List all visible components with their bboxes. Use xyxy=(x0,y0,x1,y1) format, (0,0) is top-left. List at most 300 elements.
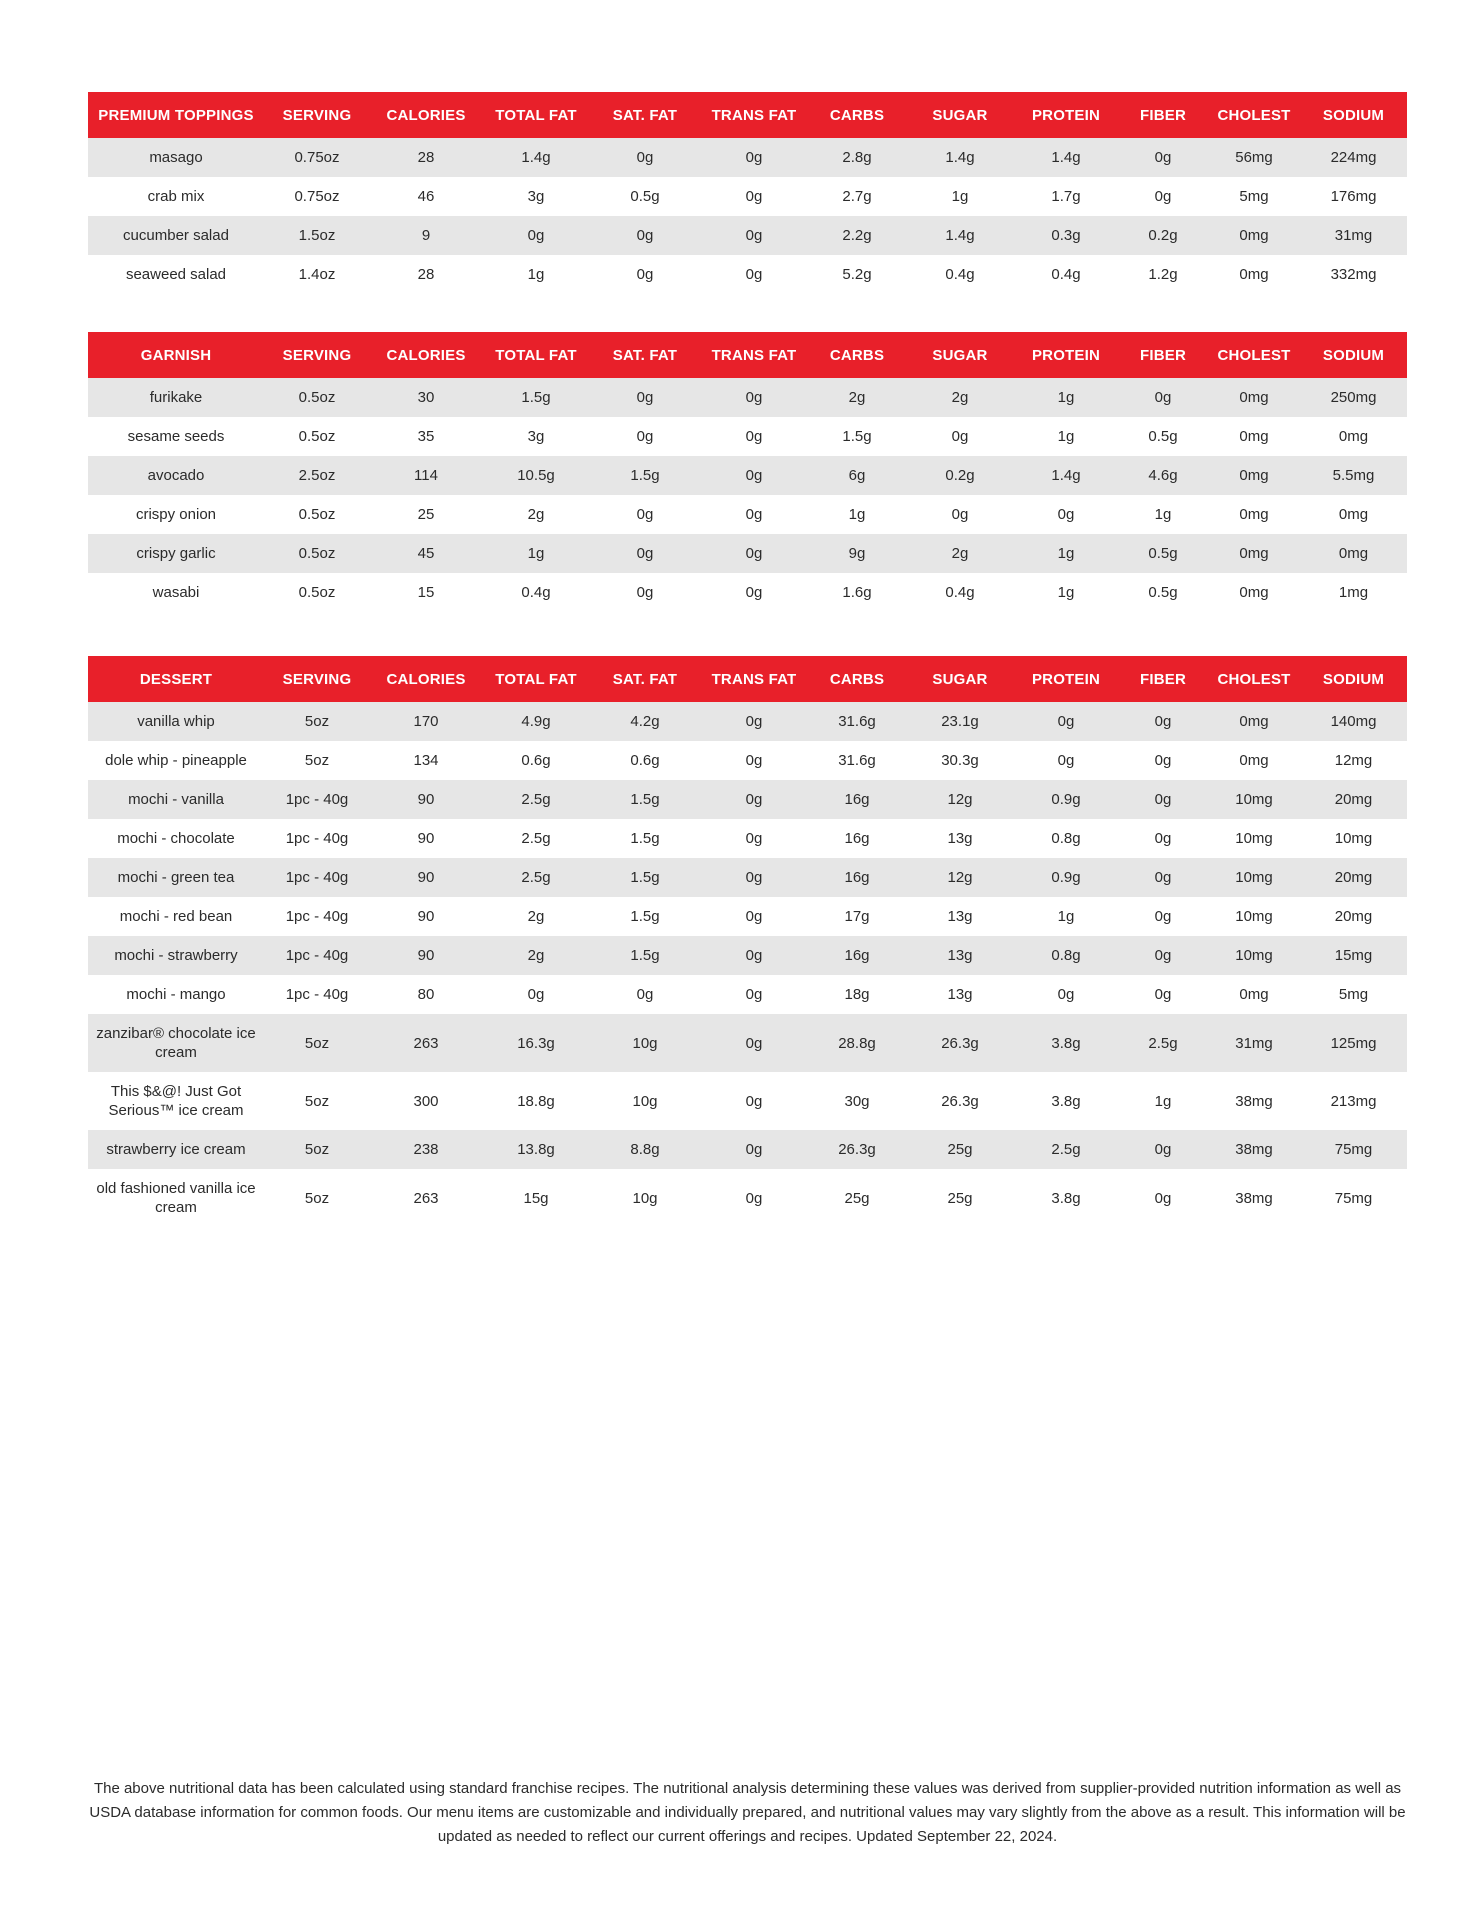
table-row xyxy=(88,216,1407,255)
cell-sodium: 176mg xyxy=(1330,188,1377,205)
cell-sodium: 20mg xyxy=(1300,780,1407,819)
cell-sat-fat: 4.2g xyxy=(590,702,700,741)
cell-fiber: 0g xyxy=(1118,1130,1208,1169)
cell-fiber: 0g xyxy=(1118,138,1208,177)
cell-serving: 5oz xyxy=(264,702,370,741)
cell-cholest: 0mg xyxy=(1239,428,1269,445)
col-header-trans-fat: TRANS FAT xyxy=(700,656,808,702)
table-row xyxy=(88,780,1407,819)
cell-calories: 263 xyxy=(370,1014,482,1072)
cell-trans-fat: 0g xyxy=(745,986,763,1003)
col-header-protein: PROTEIN xyxy=(1014,656,1118,702)
cell-fiber: 0g xyxy=(1154,188,1172,205)
cell-serving: 1pc - 40g xyxy=(264,780,370,819)
cell-cholest: 0mg xyxy=(1239,986,1269,1003)
cell-carbs: 16g xyxy=(808,780,906,819)
cell-fiber: 0g xyxy=(1154,752,1172,769)
cell-sugar: 25g xyxy=(906,1130,1014,1169)
cell-sugar: 1.4g xyxy=(906,216,1014,255)
col-header-protein: PROTEIN xyxy=(1014,332,1118,378)
cell-serving: 5oz xyxy=(264,1014,370,1072)
cell-serving: 0.75oz xyxy=(264,138,370,177)
table-row xyxy=(88,534,1407,573)
cell-item-name: mochi - vanilla xyxy=(88,780,264,819)
cell-item-name: vanilla whip xyxy=(88,702,264,741)
cell-item-name: sesame seeds xyxy=(127,428,225,445)
cell-carbs: 26.3g xyxy=(808,1130,906,1169)
table-row xyxy=(88,177,1407,216)
cell-sodium: 250mg xyxy=(1300,378,1407,417)
cell-carbs: 30g xyxy=(844,1092,870,1110)
cell-fiber: 1g xyxy=(1154,506,1172,523)
cell-item-name: mochi - mango xyxy=(126,986,226,1003)
cell-total-fat: 2g xyxy=(527,506,545,523)
cell-carbs: 1g xyxy=(848,506,866,523)
table-row xyxy=(88,1169,1407,1227)
cell-sodium: 125mg xyxy=(1300,1014,1407,1072)
table-row xyxy=(88,936,1407,975)
cell-sodium: 12mg xyxy=(1334,752,1373,769)
cell-item-name: crispy garlic xyxy=(88,534,264,573)
col-header-sugar: SUGAR xyxy=(906,656,1014,702)
cell-protein: 0.8g xyxy=(1051,830,1081,847)
cell-cholest: 0mg xyxy=(1208,216,1300,255)
table-row xyxy=(88,858,1407,897)
cell-serving: 5oz xyxy=(304,1189,330,1207)
table-row xyxy=(88,417,1407,456)
cell-sodium: 15mg xyxy=(1300,936,1407,975)
cell-fiber: 4.6g xyxy=(1118,456,1208,495)
cell-trans-fat: 0g xyxy=(745,428,763,445)
cell-sugar: 0.4g xyxy=(945,584,975,601)
cell-sodium: 213mg xyxy=(1330,1092,1377,1110)
section-title: PREMIUM TOPPINGS xyxy=(88,92,264,138)
cell-total-fat: 3g xyxy=(527,428,545,445)
cell-sat-fat: 10g xyxy=(590,1014,700,1072)
cell-trans-fat: 0g xyxy=(700,1014,808,1072)
table-row xyxy=(88,495,1407,534)
col-header-carbs: CARBS xyxy=(808,656,906,702)
cell-total-fat: 10.5g xyxy=(482,456,590,495)
cell-total-fat: 0g xyxy=(482,216,590,255)
col-header-fiber: FIBER xyxy=(1118,92,1208,138)
cell-total-fat: 0.6g xyxy=(521,752,551,769)
cell-sat-fat: 10g xyxy=(632,1189,658,1207)
cell-trans-fat: 0g xyxy=(745,266,763,283)
col-header-sugar: SUGAR xyxy=(906,92,1014,138)
cell-carbs: 6g xyxy=(808,456,906,495)
cell-sat-fat: 0g xyxy=(636,266,654,283)
cell-sodium: 140mg xyxy=(1300,702,1407,741)
cell-protein: 0g xyxy=(1014,702,1118,741)
col-header-cholest: CHOLEST xyxy=(1208,332,1300,378)
cell-cholest: 0mg xyxy=(1208,702,1300,741)
cell-protein: 0g xyxy=(1057,506,1075,523)
cell-total-fat: 18.8g xyxy=(517,1092,555,1110)
cell-fiber: 0.5g xyxy=(1118,534,1208,573)
cell-serving: 0.5oz xyxy=(298,584,336,601)
cell-total-fat: 0.4g xyxy=(521,584,551,601)
cell-cholest: 31mg xyxy=(1208,1014,1300,1072)
cell-calories: 300 xyxy=(413,1092,439,1110)
cell-item-name: seaweed salad xyxy=(125,266,227,283)
cell-cholest: 38mg xyxy=(1235,1189,1273,1207)
cell-sugar: 13g xyxy=(947,830,973,847)
col-header-sat-fat: SAT. FAT xyxy=(590,656,700,702)
col-header-serving: SERVING xyxy=(264,92,370,138)
cell-protein: 1.4g xyxy=(1014,138,1118,177)
cell-total-fat: 1g xyxy=(527,266,545,283)
cell-carbs: 16g xyxy=(808,936,906,975)
cell-fiber: 0g xyxy=(1154,908,1172,925)
col-header-cholest: CHOLEST xyxy=(1208,656,1300,702)
cell-item-name: crab mix xyxy=(147,188,205,205)
cell-total-fat: 3g xyxy=(527,188,545,205)
cell-sat-fat: 1.5g xyxy=(590,936,700,975)
cell-trans-fat: 0g xyxy=(745,584,763,601)
cell-protein: 0.9g xyxy=(1014,858,1118,897)
cell-item-name: cucumber salad xyxy=(88,216,264,255)
col-header-trans-fat: TRANS FAT xyxy=(700,332,808,378)
cell-item-name: old fashioned vanilla ice cream xyxy=(96,1180,256,1216)
cell-fiber: 1.2g xyxy=(1148,266,1178,283)
cell-total-fat: 2g xyxy=(527,908,545,925)
cell-protein: 3.8g xyxy=(1014,1014,1118,1072)
cell-cholest: 0mg xyxy=(1208,378,1300,417)
cell-protein: 0.3g xyxy=(1014,216,1118,255)
cell-sugar: 12g xyxy=(906,858,1014,897)
cell-sugar: 23.1g xyxy=(906,702,1014,741)
cell-cholest: 56mg xyxy=(1208,138,1300,177)
cell-total-fat: 2.5g xyxy=(482,858,590,897)
cell-cholest: 10mg xyxy=(1208,936,1300,975)
cell-fiber: 0g xyxy=(1118,378,1208,417)
cell-protein: 0g xyxy=(1057,752,1075,769)
cell-protein: 0.9g xyxy=(1014,780,1118,819)
cell-cholest: 0mg xyxy=(1208,534,1300,573)
cell-protein: 1.4g xyxy=(1014,456,1118,495)
cell-total-fat: 1.5g xyxy=(482,378,590,417)
cell-sodium: 75mg xyxy=(1334,1189,1373,1207)
cell-item-name: wasabi xyxy=(152,584,200,601)
cell-carbs: 16g xyxy=(808,858,906,897)
cell-sat-fat: 0.6g xyxy=(630,752,660,769)
cell-cholest: 0mg xyxy=(1208,456,1300,495)
col-header-fiber: FIBER xyxy=(1118,656,1208,702)
cell-carbs: 5.2g xyxy=(842,266,872,283)
cell-calories: 170 xyxy=(370,702,482,741)
cell-trans-fat: 0g xyxy=(700,780,808,819)
cell-total-fat: 4.9g xyxy=(482,702,590,741)
cell-protein: 3.8g xyxy=(1051,1092,1081,1110)
cell-carbs: 9g xyxy=(808,534,906,573)
cell-calories: 35 xyxy=(417,428,435,445)
cell-carbs: 2g xyxy=(808,378,906,417)
col-header-carbs: CARBS xyxy=(808,92,906,138)
cell-carbs: 2.8g xyxy=(808,138,906,177)
cell-total-fat: 2g xyxy=(482,936,590,975)
cell-serving: 1pc - 40g xyxy=(264,858,370,897)
cell-calories: 90 xyxy=(370,780,482,819)
cell-fiber: 0g xyxy=(1154,986,1172,1003)
table-row xyxy=(88,573,1407,612)
cell-serving: 0.5oz xyxy=(298,428,336,445)
cell-sodium: 1mg xyxy=(1338,584,1369,601)
col-header-sodium: SODIUM xyxy=(1300,332,1407,378)
col-header-calories: CALORIES xyxy=(370,656,482,702)
cell-sugar: 0.2g xyxy=(906,456,1014,495)
premium-toppings-table xyxy=(88,92,1407,294)
cell-protein: 0.8g xyxy=(1014,936,1118,975)
col-header-total-fat: TOTAL FAT xyxy=(482,656,590,702)
cell-carbs: 17g xyxy=(844,908,870,925)
table-row xyxy=(88,741,1407,780)
cell-trans-fat: 0g xyxy=(700,378,808,417)
cell-total-fat: 2.5g xyxy=(521,830,551,847)
cell-sugar: 0g xyxy=(951,506,969,523)
cell-sugar: 13g xyxy=(947,908,973,925)
col-header-protein: PROTEIN xyxy=(1014,92,1118,138)
cell-sugar: 13g xyxy=(906,936,1014,975)
cell-total-fat: 15g xyxy=(523,1189,549,1207)
cell-fiber: 0g xyxy=(1154,1189,1172,1207)
cell-carbs: 2.2g xyxy=(808,216,906,255)
cell-cholest: 0mg xyxy=(1239,506,1269,523)
col-header-sat-fat: SAT. FAT xyxy=(590,92,700,138)
cell-protein: 1g xyxy=(1014,378,1118,417)
cell-trans-fat: 0g xyxy=(745,506,763,523)
cell-fiber: 0g xyxy=(1118,858,1208,897)
cell-cholest: 10mg xyxy=(1208,858,1300,897)
cell-sugar: 1g xyxy=(951,188,969,205)
cell-sodium: 0mg xyxy=(1300,534,1407,573)
col-header-serving: SERVING xyxy=(264,656,370,702)
cell-serving: 1pc - 40g xyxy=(285,908,349,925)
cell-protein: 1g xyxy=(1057,908,1075,925)
cell-sugar: 0.4g xyxy=(945,266,975,283)
cell-protein: 2.5g xyxy=(1014,1130,1118,1169)
cell-sodium: 0mg xyxy=(1338,506,1369,523)
cell-protein: 1g xyxy=(1014,534,1118,573)
cell-serving: 5oz xyxy=(264,1130,370,1169)
cell-calories: 134 xyxy=(413,752,439,769)
cell-cholest: 38mg xyxy=(1235,1092,1273,1110)
cell-calories: 90 xyxy=(370,858,482,897)
cell-protein: 1.7g xyxy=(1051,188,1081,205)
cell-cholest: 10mg xyxy=(1235,830,1273,847)
cell-sat-fat: 0g xyxy=(590,138,700,177)
col-header-sugar: SUGAR xyxy=(906,332,1014,378)
cell-sugar: 0g xyxy=(951,428,969,445)
cell-sat-fat: 1.5g xyxy=(630,908,660,925)
cell-total-fat: 1.4g xyxy=(482,138,590,177)
cell-total-fat: 0g xyxy=(527,986,545,1003)
cell-cholest: 10mg xyxy=(1235,908,1273,925)
cell-serving: 0.5oz xyxy=(298,506,336,523)
cell-sat-fat: 0g xyxy=(636,506,654,523)
cell-trans-fat: 0g xyxy=(745,830,763,847)
cell-sodium: 75mg xyxy=(1300,1130,1407,1169)
cell-sugar: 30.3g xyxy=(941,752,979,769)
table-row xyxy=(88,456,1407,495)
cell-total-fat: 16.3g xyxy=(482,1014,590,1072)
col-header-total-fat: TOTAL FAT xyxy=(482,92,590,138)
cell-sugar: 26.3g xyxy=(906,1014,1014,1072)
cell-carbs: 1.5g xyxy=(842,428,872,445)
cell-sat-fat: 0g xyxy=(590,216,700,255)
col-header-total-fat: TOTAL FAT xyxy=(482,332,590,378)
cell-sat-fat: 10g xyxy=(632,1092,658,1110)
cell-calories: 45 xyxy=(370,534,482,573)
cell-serving: 1pc - 40g xyxy=(264,936,370,975)
cell-calories: 90 xyxy=(417,908,435,925)
cell-serving: 1pc - 40g xyxy=(285,986,349,1003)
cell-carbs: 1.6g xyxy=(842,584,872,601)
cell-sat-fat: 0g xyxy=(636,428,654,445)
col-header-trans-fat: TRANS FAT xyxy=(700,92,808,138)
cell-carbs: 16g xyxy=(844,830,870,847)
cell-fiber: 1g xyxy=(1154,1092,1172,1110)
cell-fiber: 2.5g xyxy=(1118,1014,1208,1072)
table-row xyxy=(88,1072,1407,1130)
cell-fiber: 0g xyxy=(1118,936,1208,975)
cell-sodium: 5mg xyxy=(1338,986,1369,1003)
cell-calories: 15 xyxy=(417,584,435,601)
cell-item-name: furikake xyxy=(88,378,264,417)
col-header-serving: SERVING xyxy=(264,332,370,378)
cell-serving: 0.5oz xyxy=(264,534,370,573)
cell-serving: 0.5oz xyxy=(264,378,370,417)
cell-sat-fat: 0g xyxy=(636,986,654,1003)
cell-item-name: zanzibar® chocolate ice cream xyxy=(88,1014,264,1072)
cell-sodium: 224mg xyxy=(1300,138,1407,177)
col-header-calories: CALORIES xyxy=(370,332,482,378)
cell-sat-fat: 8.8g xyxy=(590,1130,700,1169)
cell-item-name: dole whip - pineapple xyxy=(105,752,247,769)
cell-sugar: 12g xyxy=(906,780,1014,819)
col-header-sodium: SODIUM xyxy=(1300,656,1407,702)
col-header-cholest: CHOLEST xyxy=(1208,92,1300,138)
cell-trans-fat: 0g xyxy=(700,1130,808,1169)
col-header-calories: CALORIES xyxy=(370,92,482,138)
table-header-row xyxy=(88,92,1407,138)
cell-item-name: avocado xyxy=(88,456,264,495)
cell-sat-fat: 1.5g xyxy=(590,456,700,495)
cell-trans-fat: 0g xyxy=(700,216,808,255)
col-header-sodium: SODIUM xyxy=(1300,92,1407,138)
cell-cholest: 38mg xyxy=(1208,1130,1300,1169)
cell-calories: 46 xyxy=(417,188,435,205)
cell-carbs: 18g xyxy=(844,986,870,1003)
cell-trans-fat: 0g xyxy=(745,752,763,769)
cell-item-name: mochi - chocolate xyxy=(117,830,235,847)
cell-item-name: mochi - green tea xyxy=(88,858,264,897)
cell-calories: 90 xyxy=(370,936,482,975)
cell-item-name: masago xyxy=(88,138,264,177)
cell-sugar: 1.4g xyxy=(906,138,1014,177)
cell-calories: 90 xyxy=(417,830,435,847)
dessert-table xyxy=(88,656,1407,1227)
cell-calories: 28 xyxy=(370,138,482,177)
cell-fiber: 0g xyxy=(1118,702,1208,741)
cell-trans-fat: 0g xyxy=(745,1189,763,1207)
cell-trans-fat: 0g xyxy=(700,456,808,495)
cell-trans-fat: 0g xyxy=(700,138,808,177)
garnish-table xyxy=(88,332,1407,612)
cell-sodium: 0mg xyxy=(1338,428,1369,445)
cell-item-name: mochi - strawberry xyxy=(88,936,264,975)
cell-cholest: 0mg xyxy=(1239,752,1269,769)
cell-fiber: 0g xyxy=(1154,830,1172,847)
cell-fiber: 0g xyxy=(1118,780,1208,819)
table-row xyxy=(88,897,1407,936)
cell-sodium: 5.5mg xyxy=(1300,456,1407,495)
cell-trans-fat: 0g xyxy=(745,908,763,925)
cell-cholest: 0mg xyxy=(1239,584,1269,601)
cell-carbs: 25g xyxy=(844,1189,870,1207)
cell-sugar: 25g xyxy=(947,1189,973,1207)
cell-trans-fat: 0g xyxy=(745,1092,763,1110)
cell-sodium: 10mg xyxy=(1334,830,1373,847)
cell-trans-fat: 0g xyxy=(700,702,808,741)
cell-calories: 80 xyxy=(417,986,435,1003)
table-row xyxy=(88,1014,1407,1072)
cell-item-name: mochi - red bean xyxy=(119,908,233,925)
cell-sat-fat: 1.5g xyxy=(590,858,700,897)
cell-sat-fat: 0g xyxy=(636,584,654,601)
cell-sat-fat: 1.5g xyxy=(630,830,660,847)
cell-trans-fat: 0g xyxy=(700,858,808,897)
table-row xyxy=(88,819,1407,858)
cell-cholest: 10mg xyxy=(1208,780,1300,819)
cell-serving: 0.75oz xyxy=(294,188,340,205)
cell-serving: 5oz xyxy=(304,752,330,769)
cell-sat-fat: 0g xyxy=(590,378,700,417)
cell-fiber: 0.5g xyxy=(1148,428,1178,445)
cell-sugar: 2g xyxy=(906,534,1014,573)
table-row xyxy=(88,1130,1407,1169)
cell-total-fat: 1g xyxy=(482,534,590,573)
col-header-sat-fat: SAT. FAT xyxy=(590,332,700,378)
cell-sodium: 20mg xyxy=(1300,858,1407,897)
cell-total-fat: 13.8g xyxy=(482,1130,590,1169)
cell-calories: 238 xyxy=(370,1130,482,1169)
cell-calories: 9 xyxy=(370,216,482,255)
col-header-carbs: CARBS xyxy=(808,332,906,378)
cell-protein: 3.8g xyxy=(1051,1189,1081,1207)
cell-sodium: 332mg xyxy=(1330,266,1377,283)
cell-fiber: 0.5g xyxy=(1148,584,1178,601)
cell-serving: 1.4oz xyxy=(298,266,336,283)
footnote-disclaimer: The above nutritional data has been calculated using standard franchise recipes. The nutritional analysis determining these values was derived from supplier-provided nutrition information as well as USDA database information for common foods. Our menu items are customizable and individually prepared, and nutritional values may vary slightly from the above as a result. This information will be updated as needed to reflect our current offerings and recipes. Updated September 22, 2024. xyxy=(89,1780,1406,1845)
cell-item-name: strawberry ice cream xyxy=(88,1130,264,1169)
cell-sodium: 31mg xyxy=(1300,216,1407,255)
cell-item-name: crispy onion xyxy=(135,506,217,523)
cell-carbs: 31.6g xyxy=(838,752,876,769)
cell-carbs: 28.8g xyxy=(808,1014,906,1072)
cell-protein: 1g xyxy=(1057,428,1075,445)
cell-serving: 2.5oz xyxy=(264,456,370,495)
table-header-row xyxy=(88,656,1407,702)
cell-trans-fat: 0g xyxy=(700,936,808,975)
cell-protein: 0g xyxy=(1057,986,1075,1003)
cell-calories: 114 xyxy=(370,456,482,495)
cell-sat-fat: 0g xyxy=(590,534,700,573)
cell-serving: 5oz xyxy=(304,1092,330,1110)
col-header-fiber: FIBER xyxy=(1118,332,1208,378)
cell-sugar: 2g xyxy=(906,378,1014,417)
table-row xyxy=(88,138,1407,177)
